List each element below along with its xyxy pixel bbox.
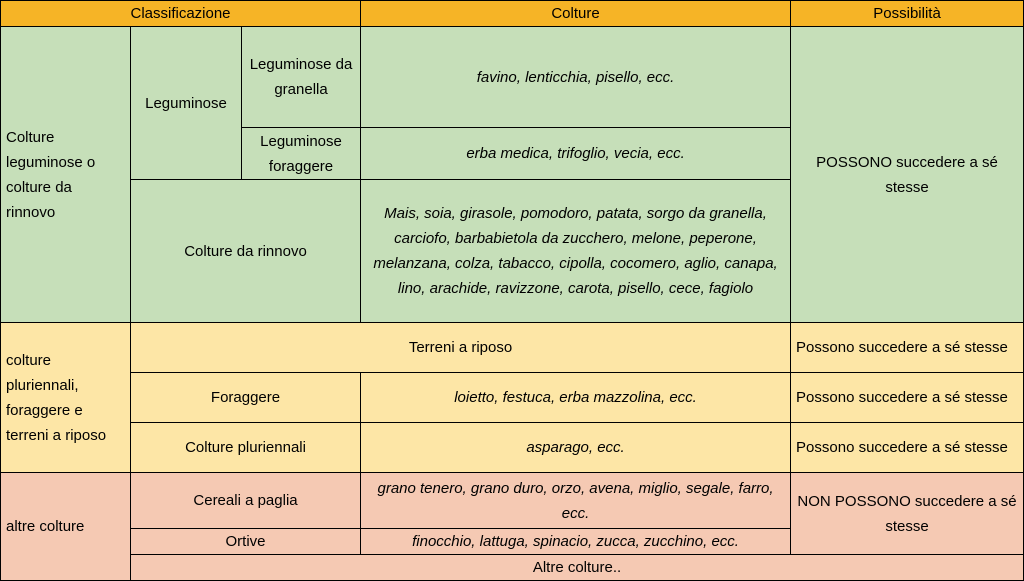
cereali-paglia-label: Cereali a paglia bbox=[131, 473, 361, 529]
table-row bbox=[1, 323, 1024, 373]
table-row bbox=[1, 27, 1024, 128]
possibility-altre: NON POSSONO succedere a sé stesse bbox=[791, 473, 1024, 555]
cereali-paglia-crops: grano tenero, grano duro, orzo, avena, miglio, segale, farro, ecc. bbox=[361, 473, 791, 529]
leguminose-granella-label: Leguminose da granella bbox=[242, 27, 361, 128]
table-row bbox=[1, 373, 1024, 423]
header-possibilita: Possibilità bbox=[791, 1, 1024, 27]
possibility-leguminose-rinnovo: POSSONO succedere a sé stesse bbox=[791, 27, 1024, 323]
leguminose-foraggere-label: Leguminose foraggere bbox=[242, 128, 361, 180]
possibility-colture-pluriennali: Possono succedere a sé stesse bbox=[791, 423, 1024, 473]
group-label-leguminose-rinnovo: Colture leguminose o colture da rinnovo bbox=[1, 27, 131, 323]
table-row bbox=[1, 423, 1024, 473]
group-label-altre: altre colture bbox=[1, 473, 131, 581]
altre-colture-label: Altre colture.. bbox=[131, 555, 1024, 581]
leguminose-foraggere-crops: erba medica, trifoglio, vecia, ecc. bbox=[361, 128, 791, 180]
header-colture: Colture bbox=[361, 1, 791, 27]
header-row bbox=[1, 1, 1024, 27]
foraggere-crops: loietto, festuca, erba mazzolina, ecc. bbox=[361, 373, 791, 423]
terreni-riposo-label: Terreni a riposo bbox=[131, 323, 791, 373]
colture-pluriennali-label: Colture pluriennali bbox=[131, 423, 361, 473]
group-label-pluriennali: colture pluriennali, foraggere e terreni a riposo bbox=[1, 323, 131, 473]
table-row bbox=[1, 555, 1024, 581]
table-row bbox=[1, 473, 1024, 529]
colture-rinnovo-crops: Mais, soia, girasole, pomodoro, patata, sorgo da granella, carciofo, barbabietola da zucchero, melone, peperone, melanzana, colza, tabacco, cipolla, cocomero, aglio, canapa, lino, arachide, ravizzone, carota, pisello, cece, fagiolo bbox=[361, 180, 791, 323]
colture-rinnovo-label: Colture da rinnovo bbox=[131, 180, 361, 323]
colture-pluriennali-crops: asparago, ecc. bbox=[361, 423, 791, 473]
ortive-crops: finocchio, lattuga, spinacio, zucca, zucchino, ecc. bbox=[361, 529, 791, 555]
possibility-terreni-riposo: Possono succedere a sé stesse bbox=[791, 323, 1024, 373]
header-classificazione: Classificazione bbox=[1, 1, 361, 27]
possibility-foraggere: Possono succedere a sé stesse bbox=[791, 373, 1024, 423]
leguminose-label: Leguminose bbox=[131, 27, 242, 180]
ortive-label: Ortive bbox=[131, 529, 361, 555]
foraggere-label: Foraggere bbox=[131, 373, 361, 423]
leguminose-granella-crops: favino, lenticchia, pisello, ecc. bbox=[361, 27, 791, 128]
